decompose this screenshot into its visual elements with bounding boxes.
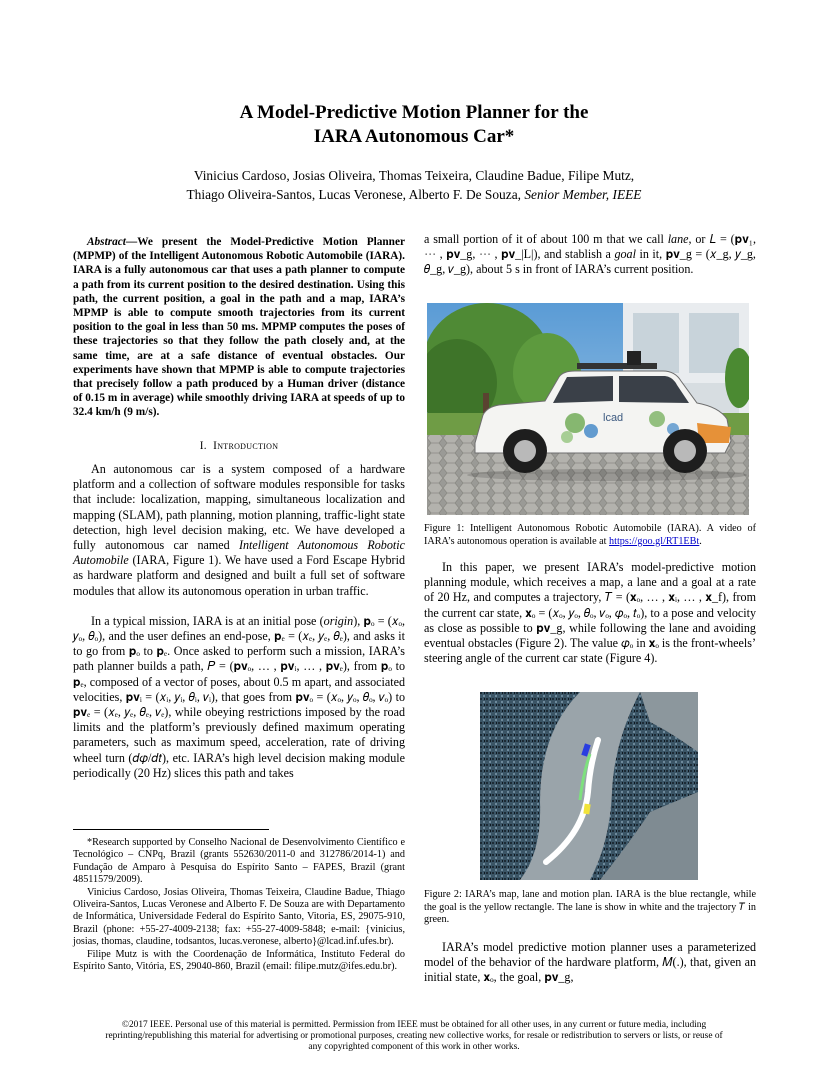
right-paragraph-3 (424, 940, 756, 986)
text-run: is the front-wheels’ steering angle of the current car state (Figure 4). (424, 636, 756, 666)
text-run: IARA’s model predictive motion planner uses a parameterized model of the behavior of the hardware platform, (424, 940, 756, 970)
text-run-italic: origin (323, 613, 354, 628)
text-run: An autonomous car is a system composed of a hardware platform and a collection of software modules responsible for tasks that include: localization, mapping, simultaneous localization and mapping (SLAM), path planning, motion planning, traffic-light state detection, high level decision making, etc. We have developed a fully autonomous car named (73, 462, 405, 553)
text-run: and asks it to go from (73, 629, 405, 659)
figure-1-car-photo (427, 303, 749, 515)
text-run: , or (688, 232, 710, 246)
text-run-italic: Intelligent Autonomous Robotic Automobile (73, 538, 405, 568)
continuation-paragraph (424, 232, 756, 278)
authors-line-1: Vinicius Cardoso, Josias Oliveira, Thomas Teixeira, Claudine Badue, Filipe Mutz, (193, 168, 635, 183)
caption-text: Figure 2: IARA’s map, lane and motion plan. IARA is the blue rectangle, while the goal is the yellow rectangle. The lane is show in white and the trajectory (424, 889, 756, 913)
text-run: ), etc. IARA’s high level decision making module periodically (20 Hz) slices this path and takes (73, 750, 405, 780)
text-run: in it, (635, 247, 666, 262)
math-inline: 𝐩𝐯_g, (544, 970, 574, 985)
math-inline: 𝐱ₒ (648, 636, 659, 651)
text-run: In a typical mission, IARA is at an initial pose ( (91, 613, 324, 628)
math-inline: 𝐩𝐯ₑ = (𝑥ₑ, 𝑦ₑ, 𝜃ₑ, 𝑣ₑ), (73, 705, 172, 720)
text-run: that goes from (217, 689, 296, 704)
text-run: from the current car state, (424, 590, 756, 620)
figure-2-map (480, 692, 698, 880)
math-inline: 𝑃 = (𝐩𝐯ₒ, … , 𝐩𝐯ᵢ, … , 𝐩𝐯ₑ), (207, 659, 350, 674)
text-run: and stablish a (540, 247, 615, 262)
title-line-1: A Model-Predictive Motion Planner for the (239, 102, 589, 123)
text-run: and the user defines an end-pose, (105, 629, 275, 644)
text-run: (IARA, Figure 1). We have used a Ford Escape Hybrid as hardware platform and designed and built a full set of software modules that allow its autonomous operation in urban traffic. (73, 553, 405, 598)
math-inline: 𝐱ₒ = (𝑥ₒ, 𝑦ₒ, 𝜃ₒ, 𝑣ₒ, 𝜑ₒ, 𝑡ₒ), (525, 605, 648, 620)
map-illustration (480, 692, 698, 880)
right-paragraph-2 (424, 560, 756, 666)
abstract (73, 235, 405, 420)
text-run: to a pose and velocity as close as possible to (424, 605, 757, 635)
text-run: the goal, (496, 970, 545, 985)
text-run: to (391, 659, 406, 674)
text-run-italic: lane (667, 232, 689, 246)
footnote-affiliation-1: Vinicius Cardoso, Josias Oliveira, Thomas Teixeira, Claudine Badue, Thiago Oliveira-Santos, Lucas Veronese and Alberto F. De Souza are with Departamento de Informática, Universidade Federal do Espírito Santo, Vitoria, ES, 29075-910, Brazil (phone: +55-27-4009-2138; fax: +55-27-4009-5848; e-mail: {vinicius, josias, thomas, claudine, todsantos, lucas.veronese, alberto}@lcad.inf.ufes.br). (73, 886, 405, 948)
text-run: to (392, 689, 406, 704)
math-inline: 𝜑ₒ (621, 636, 634, 651)
intro-body (73, 462, 405, 781)
footnotes (73, 837, 405, 973)
text-run-italic: goal (614, 247, 636, 262)
intro-paragraph-1 (73, 462, 405, 599)
caption-text: Figure 1: Intelligent Autonomous Robotic Automobile (IARA). A video of IARA’s autonomous operation is available at (424, 523, 756, 547)
car-decal-text: lcad (603, 412, 624, 424)
section-heading-introduction (73, 440, 405, 452)
section-number: I. (199, 440, 207, 452)
video-link[interactable]: https://goo.gl/RT1EBt (609, 535, 700, 547)
text-run: composed of a vector of poses, about 0.5 m apart, and associated velocities, (73, 674, 405, 704)
text-run: a small portion of it of about 100 m that we call (424, 232, 668, 246)
section-title: Introduction (213, 440, 279, 452)
text-run: Once asked to perform such a mission, IARA’s path planner builds a path, (73, 644, 405, 674)
abstract-lead: Abstract (87, 236, 126, 248)
math-inline: 𝑇 = (𝐱ₒ, … , 𝐱ᵢ, … , 𝐱_f), (604, 590, 730, 605)
math-inline: 𝑀(.), (662, 955, 687, 970)
footnote-affiliation-2: Filipe Mutz is with the Coordenação de Informática, Instituto Federal do Espírito Santo, Vitória, ES, 29040-860, Brazil (email: filipe.mutz@ifes.edu.br). (73, 948, 405, 973)
caption-text: . (699, 535, 702, 547)
math-inline: 𝐩𝐯_g = (𝑥_g, 𝑦_g, 𝜃_g, 𝑣_g), (424, 247, 756, 277)
math-inline: 𝐩ₑ, (73, 674, 87, 689)
text-run: to (139, 644, 157, 659)
math-inline: 𝐩ₒ (380, 659, 392, 674)
text-run: from (349, 659, 381, 674)
caption-text: in green. (424, 901, 756, 926)
figure-2-caption (424, 889, 756, 927)
author-role: Senior Member, IEEE (524, 187, 642, 202)
math-inline: 𝐱ₒ, (483, 970, 497, 985)
math-inline: 𝑑𝜑/𝑑𝑡 (132, 750, 163, 765)
text-run: ), (353, 613, 364, 628)
figure-1-caption (424, 523, 756, 548)
math-inline: 𝐩𝐯_g, (536, 620, 566, 635)
math-inline: 𝐿 = (𝐩𝐯₁, ⋯ , 𝐩𝐯_g, ⋯ , 𝐩𝐯_|L|), (424, 232, 756, 262)
math-inline: 𝐩ₑ = (𝑥ₑ, 𝑦ₑ, 𝜃ₑ), (274, 629, 350, 644)
math-inline: 𝐩ₑ. (156, 644, 171, 659)
math-inline: 𝑇 (738, 901, 746, 913)
intro-paragraph-2 (73, 614, 405, 781)
copyright-notice: ©2017 IEEE. Personal use of this material is permitted. Permission from IEEE must be obtained for all other uses, in any current or future media, including reprinting/republishing this material for advertising or promotional purposes, creating new collective works, for resale or redistribution to servers or lists, or reuse of any copyrighted component of this work in other works. (105, 1020, 723, 1053)
text-run: about 5 s in front of IARA’s current position. (473, 262, 694, 277)
footnote-rule (73, 829, 269, 830)
math-inline: 𝐩𝐯ᵢ = (𝑥ᵢ, 𝑦ᵢ, 𝜃ᵢ, 𝑣ᵢ), (125, 689, 218, 704)
footnote-funding: *Research supported by Conselho Nacional de Desenvolvimento Científico e Tecnológico – CNPq, Brazil (grants 552630/2011-0 and 312786/2014-1) and Fundação de Amparo à Pesquisa do Espírito Santo – FAPES, Brazil (grant 48511579/2009). (73, 837, 405, 886)
mpmp-intro-paragraph (424, 560, 756, 666)
text-run: while obeying restrictions imposed by the road limits and the platform’s previously defined maximum operating parameters, such as maximum speed, acceleration, rate of driving wheel turn ( (73, 705, 405, 765)
abstract-text: —We present the Model-Predictive Motion Planner (MPMP) of the Intelligent Autonomous Robotic Automobile (IARA). IARA is a fully autonomous car that uses a path planner to compute a path from its current position to the desired destination. Using this path, the current position, a goal in the path and a map, IARA’s MPMP is able to compute smooth trajectories from its current position to the goal in less than 50 ms. MPMP computes the poses of these trajectories so that they follow the path closely and, at the same time, are at a safe distance of eventual obstacles. Our experiments have shown that MPMP is able to compute trajectories that precisely follow a path produced by a Human driver (distance of 0.15 m in average) while smoothly driving IARA at speeds of up to 32.4 km/h (9 m/s). (73, 236, 405, 419)
math-inline: 𝐩ₒ (128, 644, 140, 659)
paper-title (0, 101, 828, 149)
authors-line-2 (0, 185, 828, 204)
text-run: In this paper, we present IARA’s model-predictive motion planning module, which receives a map, a lane and a goal at a rate of 20 Hz, and computes a trajectory, (424, 560, 756, 605)
text-run: while following the lane and avoiding eventual obstacles (Figure 2). The value (424, 620, 756, 651)
right-paragraph-1 (424, 232, 756, 278)
text-run: in (633, 636, 649, 651)
author-list (0, 166, 828, 204)
title-line-2: IARA Autonomous Car* (313, 126, 515, 147)
text-run: that, given an initial state, (424, 955, 757, 985)
math-inline: 𝐩ₒ = (𝑥ₒ, 𝑦ₒ, 𝜃ₒ), (73, 613, 405, 644)
car-photo-illustration (427, 303, 749, 515)
math-inline: 𝐩𝐯ₒ = (𝑥ₒ, 𝑦ₒ, 𝜃ₒ, 𝑣ₒ) (295, 689, 393, 704)
authors-line-2-names: Thiago Oliveira-Santos, Lucas Veronese, Alberto F. De Souza, (186, 187, 521, 202)
model-paragraph (424, 940, 756, 986)
